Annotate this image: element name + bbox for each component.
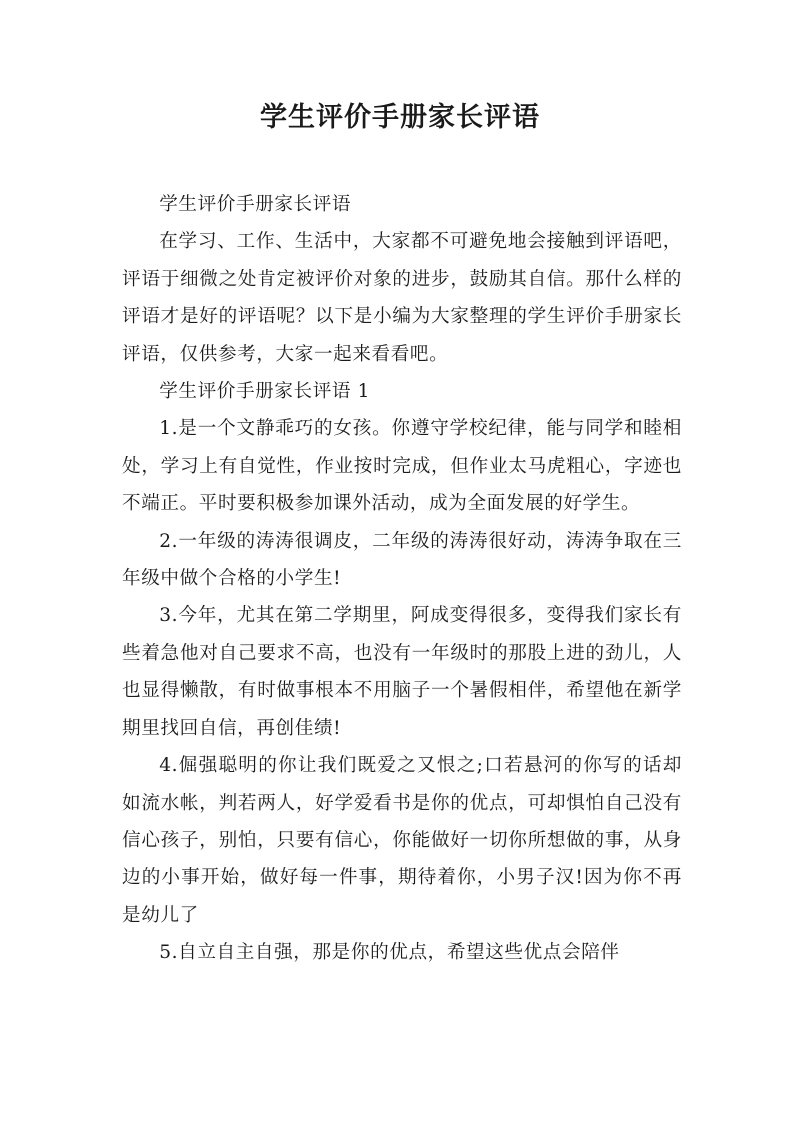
intro-paragraph: 在学习、工作、生活中，大家都不可避免地会接触到评语吧，评语于细微之处肯定被评价对象的进步，鼓励其自信。那什么样的评语才是好的评语呢？以下是小编为大家整理的学生评价手册家长评语，仅供参考，大家一起来看看吧。 [122,231,682,365]
document-body [122,186,682,972]
comment-paragraph-1: 1.是一个文静乖巧的女孩。你遵守学校纪律，能与同学和睦相处，学习上有自觉性，作业按时完成，但作业太马虎粗心，字迹也不端正。平时要积极参加课外活动，成为全面发展的好学生。 [122,418,682,515]
comment-paragraph-4: 4.倔强聪明的你让我们既爱之又恨之;口若悬河的你写的话却如流水帐，判若两人，好学爱看书是你的优点，可却惧怕自己没有信心孩子，别怕，只要有信心，你能做好一切你所想做的事，从身边的小事开始，做好每一件事，期待着你，小男子汉!因为你不再是幼儿了 [122,755,682,926]
comment-paragraph-2: 2.一年级的涛涛很调皮，二年级的涛涛很好动，涛涛争取在三年级中做个合格的小学生! [122,530,682,590]
comment-paragraph-5: 5.自立自主自强，那是你的优点，希望这些优点会陪伴 [159,942,620,964]
document-title: 学生评价手册家长评语 [260,102,540,133]
subtitle-paragraph: 学生评价手册家长评语 [159,194,352,215]
comment-paragraph-3: 3.今年，尤其在第二学期里，阿成变得很多，变得我们家长有些着急他对自己要求不高，也没有一年级时的那股上进的劲儿，人也显得懒散，有时做事根本不用脑子一个暑假相伴，希望他在新学期里找回自信，再创佳绩! [122,605,682,739]
section-heading: 学生评价手册家长评语 1 [159,381,371,403]
